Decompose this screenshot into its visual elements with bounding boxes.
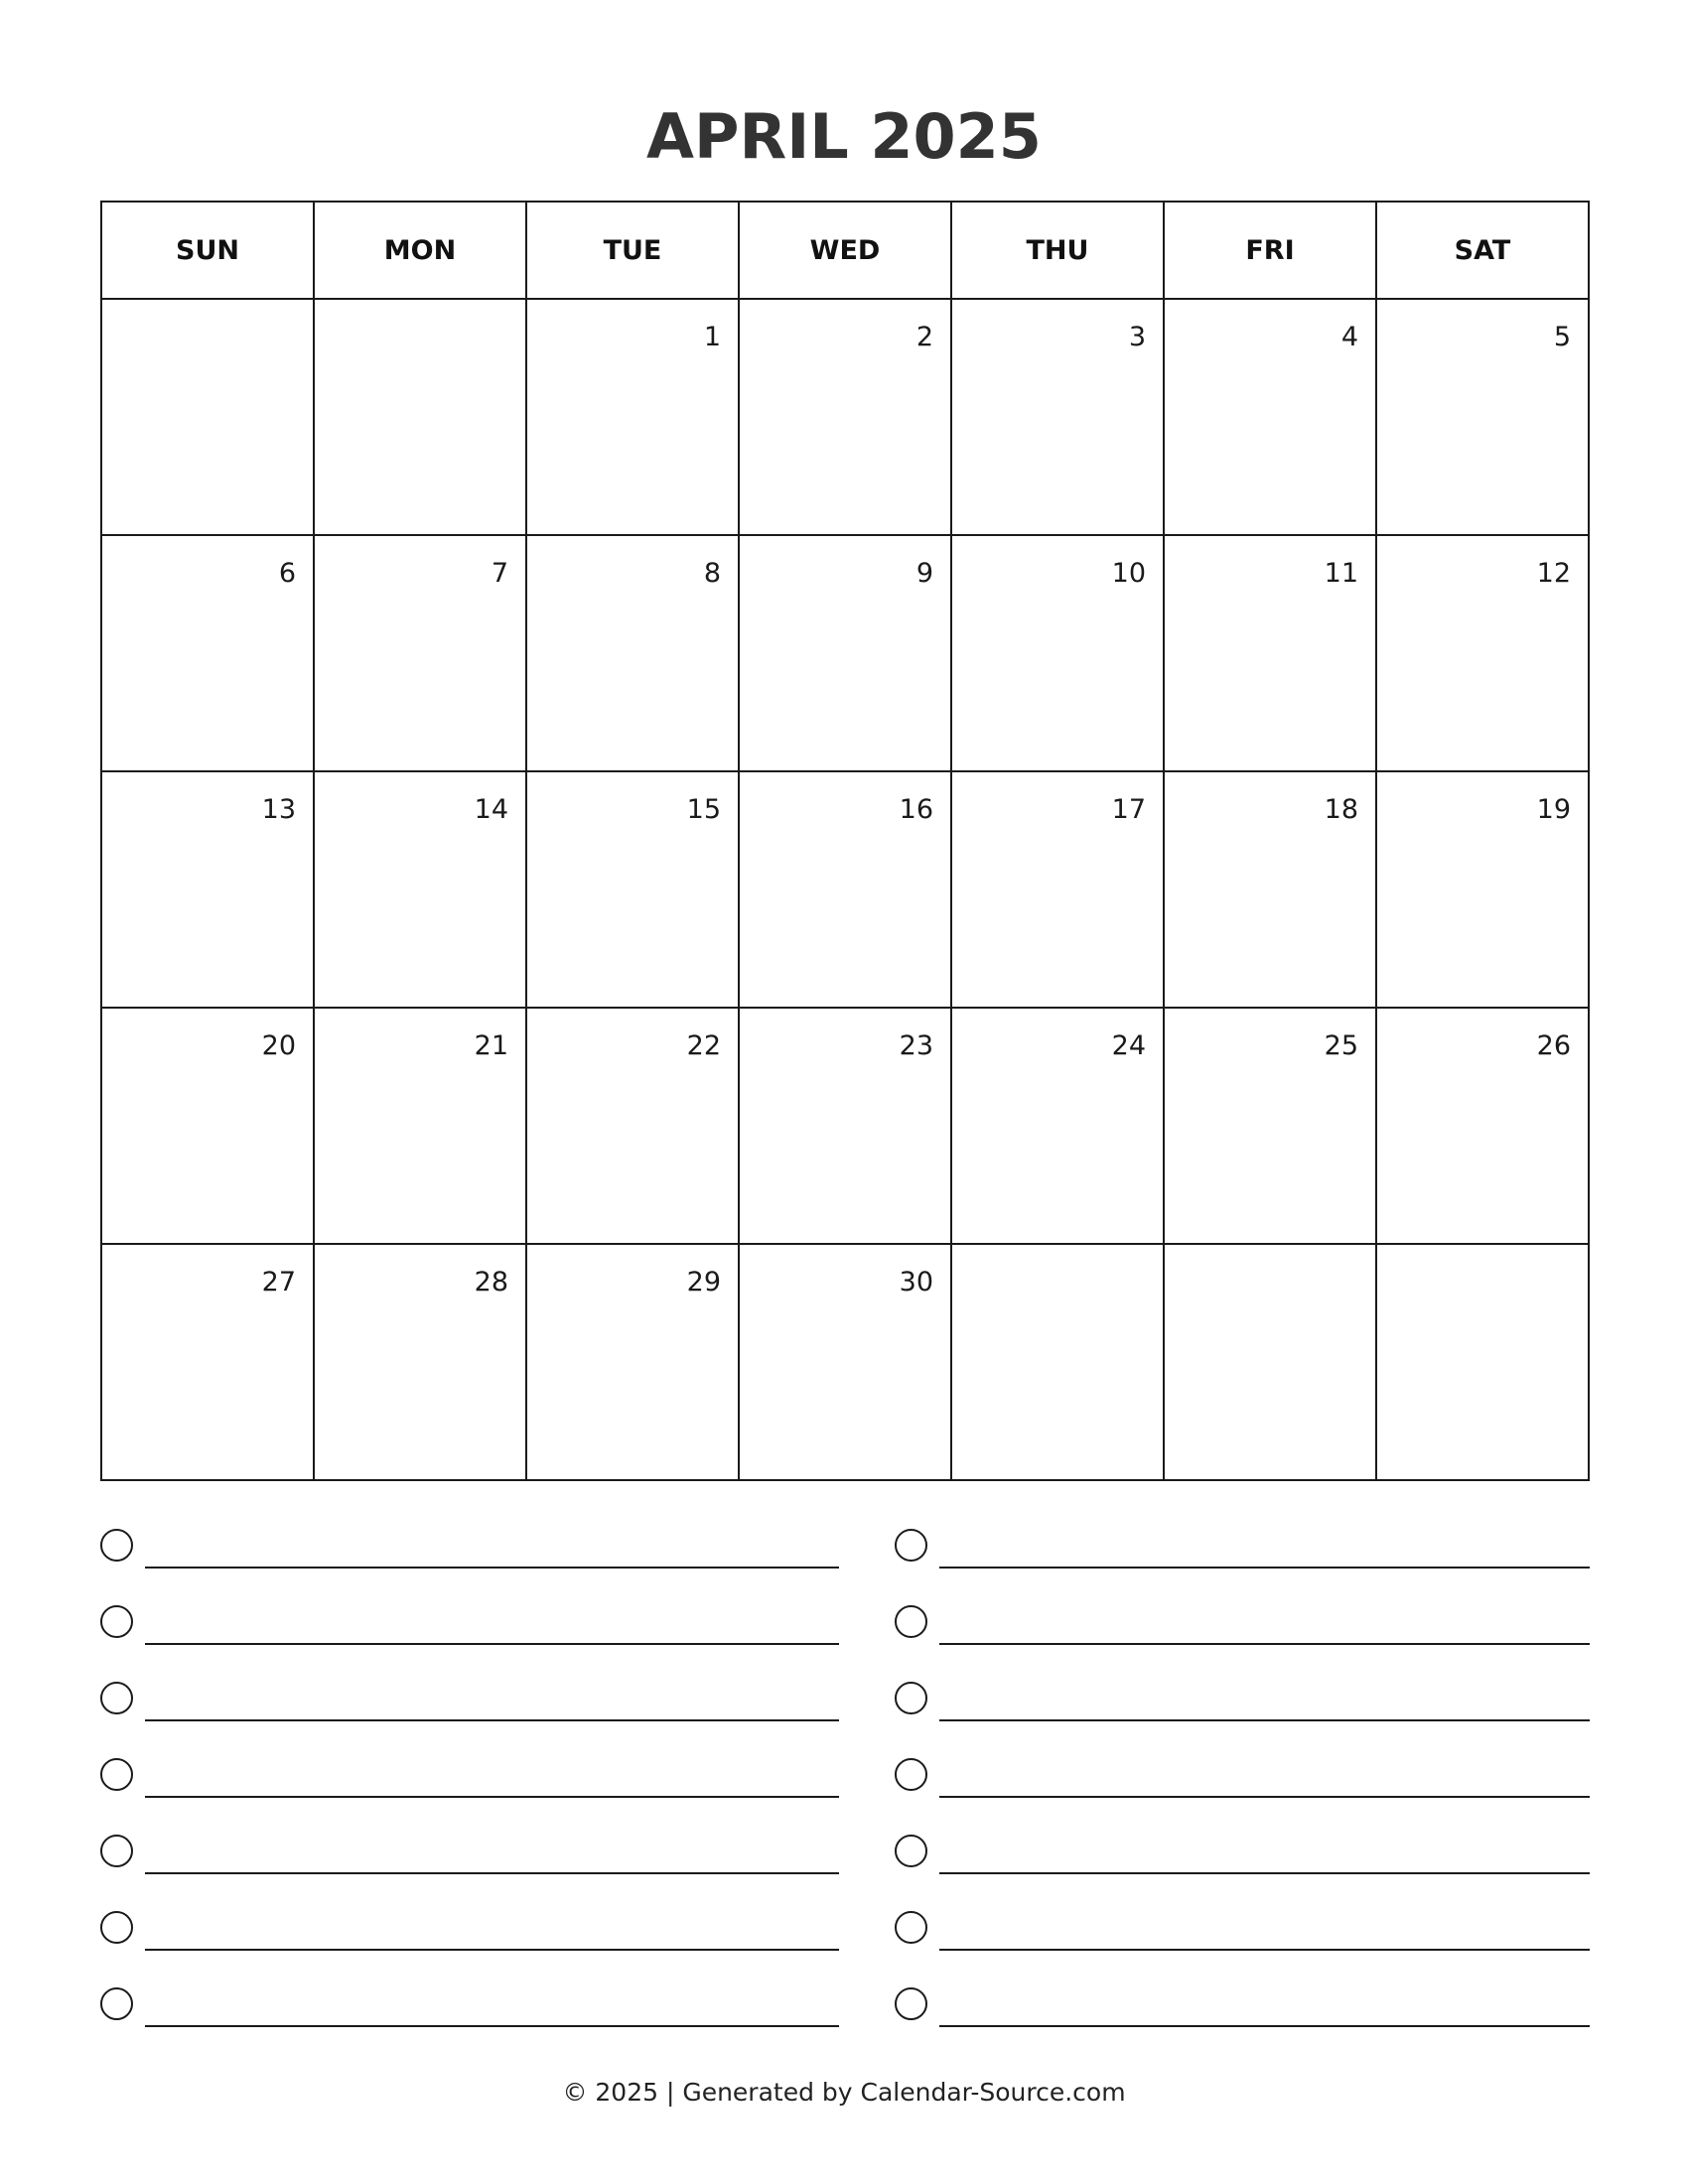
day-cell[interactable] <box>951 299 1164 535</box>
day-number: 3 <box>1128 322 1146 352</box>
todo-write-line[interactable] <box>939 1643 1590 1645</box>
day-number: 10 <box>1111 558 1146 589</box>
day-number: 29 <box>686 1267 721 1297</box>
weekday-header-row <box>101 202 1589 299</box>
day-cell[interactable] <box>1164 535 1376 771</box>
day-number: 12 <box>1536 558 1571 589</box>
todo-item <box>100 1682 839 1758</box>
day-cell[interactable] <box>101 535 314 771</box>
checkbox-circle-icon[interactable] <box>895 1758 927 1791</box>
day-cell[interactable] <box>1164 299 1376 535</box>
day-cell[interactable] <box>314 1244 526 1480</box>
day-cell[interactable] <box>951 771 1164 1008</box>
day-number: 21 <box>474 1030 508 1061</box>
day-cell[interactable] <box>526 771 739 1008</box>
day-number: 27 <box>261 1267 296 1297</box>
todo-item <box>100 1605 839 1682</box>
weekday-header: MON <box>314 202 526 299</box>
day-number: 11 <box>1324 558 1358 589</box>
todo-item <box>100 1987 839 2064</box>
todo-write-line[interactable] <box>939 1796 1590 1798</box>
todo-list-right <box>895 1529 1590 2064</box>
todo-write-line[interactable] <box>145 1796 839 1798</box>
todo-write-line[interactable] <box>939 1949 1590 1951</box>
day-cell[interactable] <box>1376 535 1589 771</box>
checkbox-circle-icon[interactable] <box>100 1529 133 1562</box>
todo-write-line[interactable] <box>145 1949 839 1951</box>
day-cell[interactable] <box>314 1008 526 1244</box>
todo-item <box>100 1529 839 1605</box>
todo-list-left <box>100 1529 839 2064</box>
day-cell[interactable] <box>951 1244 1164 1480</box>
week-row <box>101 1008 1589 1244</box>
day-number: 16 <box>899 794 933 825</box>
week-row <box>101 771 1589 1008</box>
weekday-header: SUN <box>101 202 314 299</box>
todo-item <box>895 1529 1590 1605</box>
page-title: APRIL 2025 <box>646 100 1042 173</box>
day-number: 19 <box>1536 794 1571 825</box>
day-number: 25 <box>1324 1030 1358 1061</box>
checkbox-circle-icon[interactable] <box>895 1529 927 1562</box>
day-cell[interactable] <box>101 299 314 535</box>
day-number: 5 <box>1553 322 1571 352</box>
day-cell[interactable] <box>1164 771 1376 1008</box>
day-number: 18 <box>1324 794 1358 825</box>
todo-item <box>100 1911 839 1987</box>
checkbox-circle-icon[interactable] <box>895 1911 927 1944</box>
day-cell[interactable] <box>314 771 526 1008</box>
day-cell[interactable] <box>526 1244 739 1480</box>
day-cell[interactable] <box>739 1008 951 1244</box>
weekday-header: WED <box>739 202 951 299</box>
checkbox-circle-icon[interactable] <box>100 1987 133 2020</box>
day-number: 13 <box>261 794 296 825</box>
todo-item <box>895 1605 1590 1682</box>
todo-write-line[interactable] <box>145 1567 839 1569</box>
week-row <box>101 299 1589 535</box>
todo-write-line[interactable] <box>939 2025 1590 2027</box>
todo-write-line[interactable] <box>145 1872 839 1874</box>
day-cell[interactable] <box>526 535 739 771</box>
week-row <box>101 1244 1589 1480</box>
day-cell[interactable] <box>739 299 951 535</box>
todo-item <box>100 1758 839 1835</box>
day-cell[interactable] <box>314 299 526 535</box>
day-cell[interactable] <box>101 1244 314 1480</box>
day-number: 15 <box>686 794 721 825</box>
day-cell[interactable] <box>101 1008 314 1244</box>
day-number: 23 <box>899 1030 933 1061</box>
day-cell[interactable] <box>1376 771 1589 1008</box>
day-cell[interactable] <box>314 535 526 771</box>
day-cell[interactable] <box>1164 1008 1376 1244</box>
checkbox-circle-icon[interactable] <box>100 1605 133 1638</box>
day-cell[interactable] <box>739 535 951 771</box>
checkbox-circle-icon[interactable] <box>100 1682 133 1714</box>
day-number: 30 <box>899 1267 933 1297</box>
day-number <box>102 300 313 322</box>
todo-write-line[interactable] <box>145 2025 839 2027</box>
calendar-grid <box>100 201 1590 1481</box>
day-cell[interactable] <box>526 299 739 535</box>
week-row <box>101 535 1589 771</box>
day-number: 28 <box>474 1267 508 1297</box>
weekday-header: TUE <box>526 202 739 299</box>
todo-item <box>895 1835 1590 1911</box>
day-number: 17 <box>1111 794 1146 825</box>
todo-item <box>895 1911 1590 1987</box>
todo-write-line[interactable] <box>145 1719 839 1721</box>
weekday-header: SAT <box>1376 202 1589 299</box>
day-cell[interactable] <box>739 771 951 1008</box>
day-number <box>315 300 525 322</box>
footer-credit: © 2025 | Generated by Calendar-Source.com <box>562 2078 1126 2107</box>
day-cell[interactable] <box>101 771 314 1008</box>
day-number <box>1377 1245 1588 1267</box>
todo-write-line[interactable] <box>145 1643 839 1645</box>
todo-item <box>895 1987 1590 2064</box>
checkbox-circle-icon[interactable] <box>895 1987 927 2020</box>
weekday-header: THU <box>951 202 1164 299</box>
day-number: 24 <box>1111 1030 1146 1061</box>
day-cell[interactable] <box>526 1008 739 1244</box>
todo-write-line[interactable] <box>939 1567 1590 1569</box>
day-cell[interactable] <box>1376 1244 1589 1480</box>
day-cell[interactable] <box>1376 1008 1589 1244</box>
day-number: 22 <box>686 1030 721 1061</box>
day-number: 14 <box>474 794 508 825</box>
day-number: 20 <box>261 1030 296 1061</box>
checkbox-circle-icon[interactable] <box>895 1605 927 1638</box>
day-number: 4 <box>1340 322 1358 352</box>
day-cell[interactable] <box>951 535 1164 771</box>
checkbox-circle-icon[interactable] <box>100 1911 133 1944</box>
checkbox-circle-icon[interactable] <box>895 1835 927 1867</box>
day-number <box>952 1245 1163 1267</box>
todo-write-line[interactable] <box>939 1872 1590 1874</box>
day-number: 7 <box>491 558 508 589</box>
day-number: 2 <box>915 322 933 352</box>
day-number: 8 <box>703 558 721 589</box>
day-number: 9 <box>915 558 933 589</box>
todo-item <box>895 1682 1590 1758</box>
day-cell[interactable] <box>951 1008 1164 1244</box>
day-cell[interactable] <box>1376 299 1589 535</box>
todo-write-line[interactable] <box>939 1719 1590 1721</box>
day-number <box>1165 1245 1375 1267</box>
checkbox-circle-icon[interactable] <box>895 1682 927 1714</box>
day-number: 26 <box>1536 1030 1571 1061</box>
day-cell[interactable] <box>739 1244 951 1480</box>
todo-item <box>100 1835 839 1911</box>
day-number: 1 <box>703 322 721 352</box>
checkbox-circle-icon[interactable] <box>100 1758 133 1791</box>
checkbox-circle-icon[interactable] <box>100 1835 133 1867</box>
day-number: 6 <box>278 558 296 589</box>
weekday-header: FRI <box>1164 202 1376 299</box>
day-cell[interactable] <box>1164 1244 1376 1480</box>
todo-item <box>895 1758 1590 1835</box>
